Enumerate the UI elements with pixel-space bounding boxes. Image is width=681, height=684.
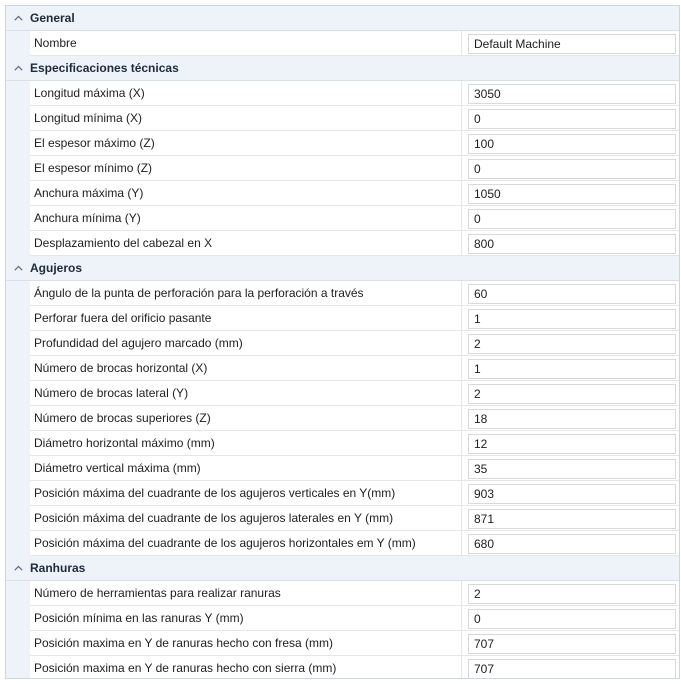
property-row bbox=[6, 631, 679, 656]
row-gutter bbox=[6, 481, 30, 506]
row-gutter bbox=[6, 656, 30, 679]
property-value-input[interactable]: 100 bbox=[468, 134, 676, 154]
property-value-input[interactable]: 680 bbox=[468, 534, 676, 554]
property-value-input[interactable]: 2 bbox=[468, 584, 676, 604]
property-value-input[interactable]: 18 bbox=[468, 409, 676, 429]
property-value-cell bbox=[462, 206, 679, 231]
property-row bbox=[6, 656, 679, 679]
property-row bbox=[6, 406, 679, 431]
property-value-cell bbox=[462, 181, 679, 206]
property-name: Posición máxima del cuadrante de los agujeros verticales en Y(mm) bbox=[30, 481, 462, 506]
property-name: Profundidad del agujero marcado (mm) bbox=[30, 331, 462, 356]
property-value-cell bbox=[462, 531, 679, 556]
category-label: Ranhuras bbox=[30, 561, 86, 575]
property-value-cell bbox=[462, 356, 679, 381]
property-value-cell bbox=[462, 606, 679, 631]
row-gutter bbox=[6, 281, 30, 306]
row-gutter bbox=[6, 356, 30, 381]
property-value-input[interactable]: 871 bbox=[468, 509, 676, 529]
row-gutter bbox=[6, 456, 30, 481]
row-gutter bbox=[6, 31, 30, 56]
property-name: Longitud máxima (X) bbox=[30, 81, 462, 106]
property-value-input[interactable]: 0 bbox=[468, 209, 676, 229]
property-row bbox=[6, 431, 679, 456]
property-name: Ángulo de la punta de perforación para la perforación a través bbox=[30, 281, 462, 306]
property-row bbox=[6, 456, 679, 481]
row-gutter bbox=[6, 156, 30, 181]
category-header[interactable] bbox=[6, 56, 679, 81]
row-gutter bbox=[6, 506, 30, 531]
property-value-cell bbox=[462, 156, 679, 181]
property-value-input[interactable]: 1 bbox=[468, 359, 676, 379]
property-value-input[interactable]: 60 bbox=[468, 284, 676, 304]
chevron-up-icon[interactable] bbox=[6, 65, 30, 71]
property-name: Desplazamiento del cabezal en X bbox=[30, 231, 462, 256]
property-row bbox=[6, 206, 679, 231]
property-value-cell bbox=[462, 31, 679, 56]
row-gutter bbox=[6, 131, 30, 156]
property-name: Posición máxima del cuadrante de los agujeros laterales en Y (mm) bbox=[30, 506, 462, 531]
property-name: Número de brocas horizontal (X) bbox=[30, 356, 462, 381]
property-value-input[interactable]: 0 bbox=[468, 609, 676, 629]
category-header[interactable] bbox=[6, 6, 679, 31]
row-gutter bbox=[6, 306, 30, 331]
property-name: Posición maxima en Y de ranuras hecho con sierra (mm) bbox=[30, 656, 462, 679]
row-gutter bbox=[6, 331, 30, 356]
row-gutter bbox=[6, 406, 30, 431]
property-name: Anchura máxima (Y) bbox=[30, 181, 462, 206]
row-gutter bbox=[6, 381, 30, 406]
row-gutter bbox=[6, 81, 30, 106]
property-value-cell bbox=[462, 281, 679, 306]
property-row bbox=[6, 181, 679, 206]
property-value-input[interactable]: 3050 bbox=[468, 84, 676, 104]
property-row bbox=[6, 156, 679, 181]
property-value-input[interactable]: 0 bbox=[468, 159, 676, 179]
property-value-input[interactable]: 903 bbox=[468, 484, 676, 504]
row-gutter bbox=[6, 181, 30, 206]
property-value-cell bbox=[462, 106, 679, 131]
property-row bbox=[6, 106, 679, 131]
property-grid bbox=[5, 5, 680, 679]
property-row bbox=[6, 481, 679, 506]
chevron-up-icon[interactable] bbox=[6, 15, 30, 21]
property-value-cell bbox=[462, 581, 679, 606]
row-gutter bbox=[6, 231, 30, 256]
property-value-cell bbox=[462, 506, 679, 531]
property-value-input[interactable]: 35 bbox=[468, 459, 676, 479]
property-value-cell bbox=[462, 481, 679, 506]
property-value-input[interactable]: 12 bbox=[468, 434, 676, 454]
property-value-cell bbox=[462, 81, 679, 106]
property-row bbox=[6, 131, 679, 156]
property-name: El espesor mínimo (Z) bbox=[30, 156, 462, 181]
property-name: Diámetro horizontal máximo (mm) bbox=[30, 431, 462, 456]
property-value-cell bbox=[462, 231, 679, 256]
property-name: Anchura mínima (Y) bbox=[30, 206, 462, 231]
property-value-input[interactable]: 1 bbox=[468, 309, 676, 329]
row-gutter bbox=[6, 206, 30, 231]
property-value-input[interactable]: 707 bbox=[468, 634, 676, 654]
property-value-input[interactable]: 1050 bbox=[468, 184, 676, 204]
property-name: Número de herramientas para realizar ranuras bbox=[30, 581, 462, 606]
category-label: General bbox=[30, 11, 75, 25]
property-value-cell bbox=[462, 381, 679, 406]
property-value-input[interactable]: 2 bbox=[468, 384, 676, 404]
property-value-cell bbox=[462, 331, 679, 356]
property-value-input[interactable]: Default Machine bbox=[468, 34, 676, 54]
property-value-input[interactable]: 2 bbox=[468, 334, 676, 354]
property-row bbox=[6, 531, 679, 556]
property-name: Nombre bbox=[30, 31, 462, 56]
property-value-cell bbox=[462, 406, 679, 431]
property-name: Diámetro vertical máxima (mm) bbox=[30, 456, 462, 481]
property-value-input[interactable]: 0 bbox=[468, 109, 676, 129]
property-value-cell bbox=[462, 131, 679, 156]
property-row bbox=[6, 506, 679, 531]
property-name: Posición maxima en Y de ranuras hecho con fresa (mm) bbox=[30, 631, 462, 656]
row-gutter bbox=[6, 531, 30, 556]
category-label: Agujeros bbox=[30, 261, 83, 275]
property-value-input[interactable]: 800 bbox=[468, 234, 676, 254]
property-name: Perforar fuera del orificio pasante bbox=[30, 306, 462, 331]
property-row bbox=[6, 306, 679, 331]
category-header[interactable] bbox=[6, 256, 679, 281]
property-name: Número de brocas lateral (Y) bbox=[30, 381, 462, 406]
property-name: Posición mínima en las ranuras Y (mm) bbox=[30, 606, 462, 631]
property-row bbox=[6, 606, 679, 631]
property-row bbox=[6, 356, 679, 381]
row-gutter bbox=[6, 106, 30, 131]
row-gutter bbox=[6, 431, 30, 456]
category-label: Especificaciones técnicas bbox=[30, 61, 179, 75]
row-gutter bbox=[6, 606, 30, 631]
property-row bbox=[6, 331, 679, 356]
property-name: El espesor máximo (Z) bbox=[30, 131, 462, 156]
property-row bbox=[6, 381, 679, 406]
category-header[interactable] bbox=[6, 556, 679, 581]
property-value-cell bbox=[462, 306, 679, 331]
property-value-cell bbox=[462, 656, 679, 679]
property-value-cell bbox=[462, 631, 679, 656]
property-value-cell bbox=[462, 431, 679, 456]
property-row bbox=[6, 81, 679, 106]
property-row bbox=[6, 581, 679, 606]
property-name: Longitud mínima (X) bbox=[30, 106, 462, 131]
property-value-cell bbox=[462, 456, 679, 481]
row-gutter bbox=[6, 631, 30, 656]
row-gutter bbox=[6, 581, 30, 606]
property-value-input[interactable]: 707 bbox=[468, 659, 676, 679]
property-name: Posición máxima del cuadrante de los agujeros horizontales em Y (mm) bbox=[30, 531, 462, 556]
property-name: Número de brocas superiores (Z) bbox=[30, 406, 462, 431]
chevron-up-icon[interactable] bbox=[6, 565, 30, 571]
property-row bbox=[6, 281, 679, 306]
property-row bbox=[6, 31, 679, 56]
chevron-up-icon[interactable] bbox=[6, 265, 30, 271]
property-row bbox=[6, 231, 679, 256]
